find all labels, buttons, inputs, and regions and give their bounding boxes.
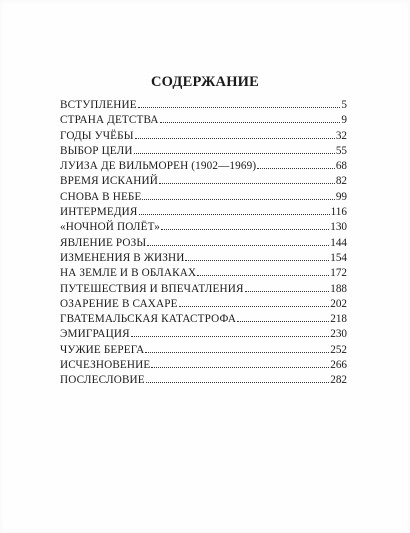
toc-dot-leader xyxy=(161,228,329,230)
toc-entry-title: ВСТУПЛЕНИЕ xyxy=(60,99,137,111)
toc-entry-title: ЧУЖИЕ БЕРЕГА xyxy=(60,343,145,356)
toc-page-number: 116 xyxy=(330,206,347,219)
toc-entry xyxy=(60,144,347,159)
toc-dot-leader xyxy=(245,290,330,292)
toc-page-number: 68 xyxy=(335,160,347,173)
toc-entry xyxy=(60,266,347,281)
toc-dot-leader xyxy=(257,167,335,169)
toc-entry xyxy=(60,129,347,144)
toc-entry-title: ПУТЕШЕСТВИЯ И ВПЕЧАТЛЕНИЯ xyxy=(60,282,244,295)
toc-entry-title: ПОСЛЕСЛОВИЕ xyxy=(60,374,145,387)
toc-dot-leader xyxy=(131,335,329,337)
toc-dot-leader xyxy=(159,182,335,184)
toc-page-number: 282 xyxy=(330,374,347,387)
toc-entry xyxy=(60,327,347,342)
toc-page-number: 5 xyxy=(341,99,347,111)
toc-page-number: 252 xyxy=(330,343,347,356)
toc-dot-leader xyxy=(197,274,329,276)
toc-page-number: 202 xyxy=(330,297,347,310)
toc-dot-leader xyxy=(185,259,329,261)
toc-entry xyxy=(60,297,347,312)
toc-dot-leader xyxy=(134,152,335,154)
toc-entry-title: ЛУИЗА ДЕ ВИЛЬМОРЕН (1902—1969) xyxy=(60,160,257,173)
toc-dot-leader xyxy=(179,305,330,307)
toc-entry xyxy=(60,358,347,373)
toc-dot-leader xyxy=(139,213,330,215)
toc-page-number: 32 xyxy=(335,129,347,142)
toc-page-number: 154 xyxy=(330,251,347,264)
toc-entry xyxy=(60,205,347,220)
toc-entry-title: ВЫБОР ЦЕЛИ xyxy=(60,144,133,157)
toc-entry xyxy=(60,159,347,174)
toc-entry-title: ИЗМЕНЕНИЯ В ЖИЗНИ xyxy=(60,251,185,264)
toc-page-number: 172 xyxy=(330,267,347,280)
toc-page-number: 9 xyxy=(341,114,347,127)
toc-entry xyxy=(60,113,347,128)
toc-list xyxy=(60,98,347,389)
toc-entry xyxy=(60,373,347,388)
toc-entry-title: «НОЧНОЙ ПОЛЁТ» xyxy=(60,221,161,234)
toc-page-number: 266 xyxy=(330,359,347,372)
toc-entry xyxy=(60,251,347,266)
toc-entry xyxy=(60,343,347,358)
toc-heading: СОДЕРЖАНИЕ xyxy=(150,74,260,90)
toc-entry xyxy=(60,220,347,235)
toc-entry xyxy=(60,98,347,113)
toc-page-number: 144 xyxy=(330,236,347,249)
toc-dot-leader xyxy=(138,106,341,108)
toc-entry xyxy=(60,312,347,327)
toc-entry-title: ВРЕМЯ ИСКАНИЙ xyxy=(60,175,158,188)
toc-entry-title: ГВАТЕМАЛЬСКАЯ КАТАСТРОФА xyxy=(60,313,237,326)
toc-dot-leader xyxy=(147,244,329,246)
toc-page-number: 188 xyxy=(330,282,347,295)
toc-entry xyxy=(60,236,347,251)
toc-dot-leader xyxy=(142,198,334,200)
toc-entry xyxy=(60,174,347,189)
toc-entry-title: СНОВА В НЕБЕ xyxy=(60,190,142,203)
toc-entry-title: ЭМИГРАЦИЯ xyxy=(60,328,130,341)
toc-dot-leader xyxy=(160,121,341,123)
toc-entry xyxy=(60,190,347,205)
toc-page-number: 99 xyxy=(335,190,347,203)
toc-entry-title: НА ЗЕМЛЕ И В ОБЛАКАХ xyxy=(60,267,197,280)
toc-page-number: 82 xyxy=(335,175,347,188)
toc-page-number: 230 xyxy=(330,328,347,341)
toc-entry-title: ИСЧЕЗНОВЕНИЕ xyxy=(60,359,151,372)
toc-dot-leader xyxy=(151,366,329,368)
toc-entry-title: ГОДЫ УЧЁБЫ xyxy=(60,129,134,142)
toc-entry-title: ОЗАРЕНИЕ В САХАРЕ xyxy=(60,297,178,310)
toc-entry-title: ЯВЛЕНИЕ РОЗЫ xyxy=(60,236,147,249)
toc-entry-title: СТРАНА ДЕТСТВА xyxy=(60,114,159,127)
toc-dot-leader xyxy=(237,320,329,322)
toc-page-number: 55 xyxy=(335,144,347,157)
toc-dot-leader xyxy=(145,351,329,353)
toc-page-number: 218 xyxy=(330,313,347,326)
toc-dot-leader xyxy=(135,137,335,139)
toc-dot-leader xyxy=(146,381,329,383)
toc-entry xyxy=(60,282,347,297)
toc-page-number: 130 xyxy=(330,221,347,234)
toc-entry-title: ИНТЕРМЕДИЯ xyxy=(60,206,138,219)
